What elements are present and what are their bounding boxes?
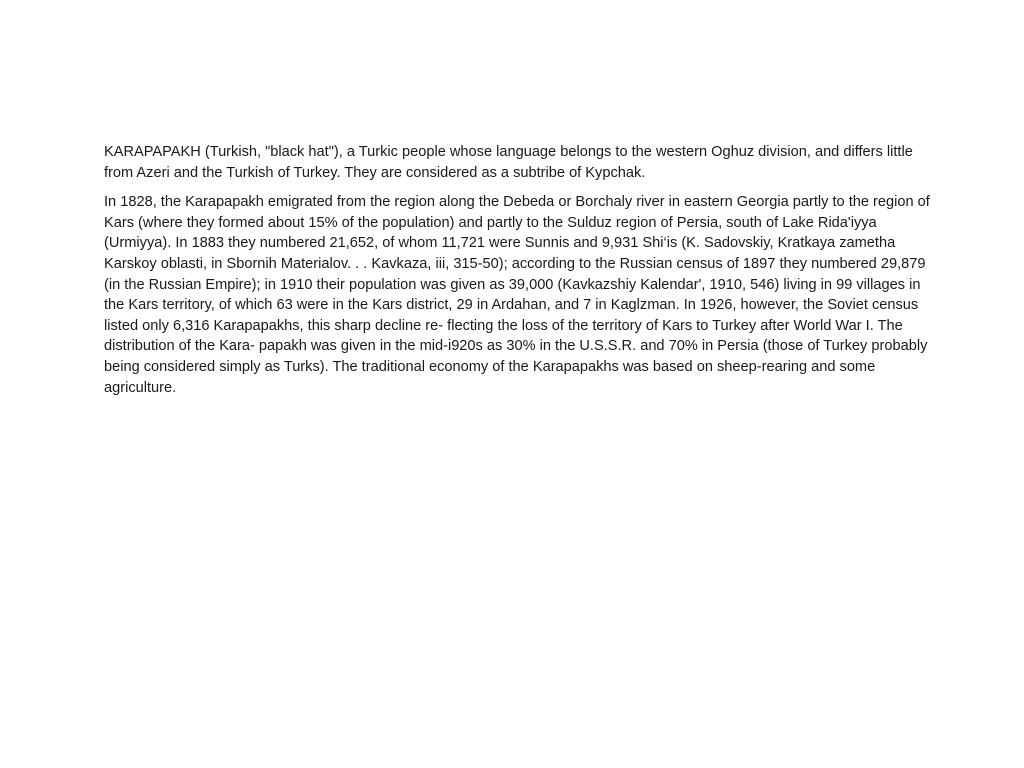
history-paragraph: In 1828, the Karapapakh emigrated from the region along the Debeda or Borchaly river in eastern Georgia partly to the region of Kars (where they formed about 15% of the population) and partly to the Sulduz region of Persia, south of Lake Rida'iyya (Urmiyya). In 1883 they numbered 21,652, of whom 11,721 were Sunnis and 9,931 Shi‘is (K. Sadovskiy, Kratkaya zametha Karskoy oblasti, in Sbornih Materialov. . . Kavkaza, iii, 315-50); according to the Russian census of 1897 they numbered 29,879 (in the Russian Empire); in 1910 their population was given as 39,000 (Kavkazshiy Kalendar', 1910, 546) living in 99 villages in the Kars territory, of which 63 were in the Kars district, 29 in Ardahan, and 7 in Kaglzman. In 1926, however, the Soviet census listed only 6,316 Karapapakhs, this sharp decline re- flecting the loss of the territory of Kars to Turkey after World War I. The distribution of the Kara- papakh was given in the mid-i920s as 30% in the U.S.S.R. and 70% in Persia (those of Turkey probably being considered simply as Turks). The traditional economy of the Karapapakhs was based on sheep-rearing and some agriculture.	[104, 194, 930, 396]
article-text	[104, 142, 940, 407]
intro-paragraph: KARAPAPAKH (Turkish, "black hat"), a Turkic people whose language belongs to the western Oghuz division, and differs little from Azeri and the Turkish of Turkey. They are considered as a subtribe of Kypchak.	[104, 144, 913, 181]
